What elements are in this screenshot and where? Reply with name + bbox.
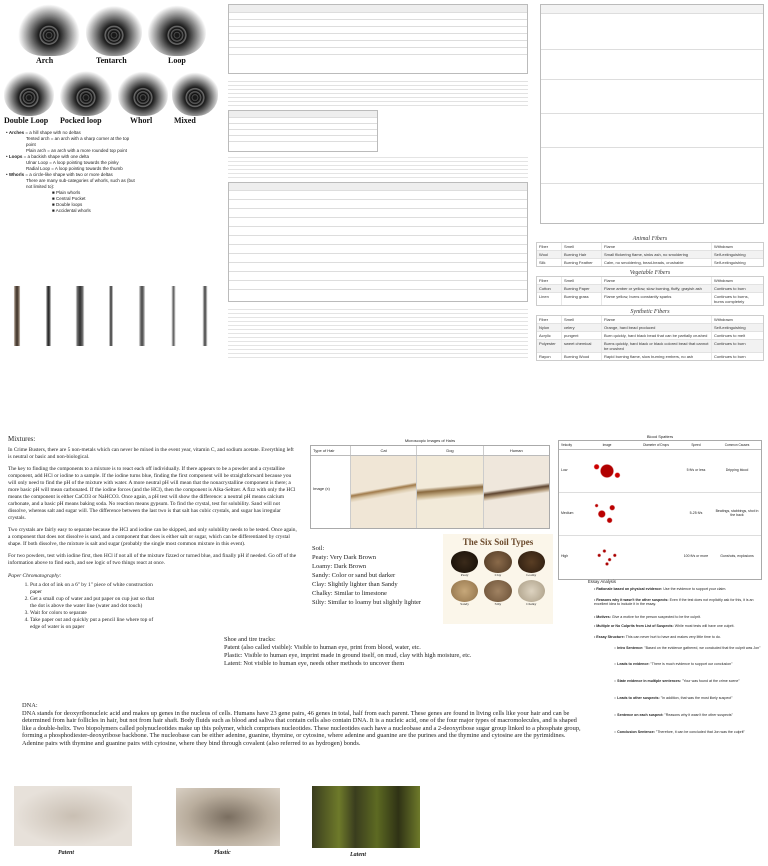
- fiber-table-cell: Withdrawn: [711, 243, 761, 250]
- loop-fingerprint-image: [148, 4, 206, 56]
- fiber-table-cell: Withdrawn: [711, 277, 761, 284]
- human-hair-image: [484, 456, 549, 528]
- blood-header-velocity: Velocity: [561, 443, 572, 447]
- fiber-table-cell: Smell: [561, 316, 601, 323]
- loamy-soil-sample: [518, 551, 545, 573]
- fiber-table-cell: Polyester: [539, 341, 556, 346]
- fiber-table-cell: Rapid burning flame, slow burning embers, no ash: [601, 353, 711, 360]
- fingerprint-label-tentarch: Tentarch: [96, 56, 127, 65]
- dna-paragraph: DNA stands for deoxyribonucleic acid and makes up genes in the nucleus of cells. Humans have 23 gene pairs, 46 genes in total, half from each parent. These genes are found in living cells like your hair and can be determined from hair follicles in hair, but not from hair shaft. Body fluids such as blood and saliva that contain cells also contain DNA. It is a nucleic acid, one of the four major types of macromolecules, and is shaped like a double-helix. Two biopolymers called polynucleotides make up this polymer, which comprises nucleotides. These nucleotides each have a nucleobase and a 2-deoxyribose sugar group linked to a phosphate group, forming a phosphodiester-deoxyribose backbone. The nucleobase can be either adenine, guanine, thymine, or cytosine, where adenine and guanine are the purines and the thymine and cytosine are the pyrimidines. Adenine pairs with thymine and guanine pairs with cytosine, where they bind through covalent (also referred to as hydrogen) bonds.: [22, 709, 581, 747]
- fingerprint-label-arch: Arch: [36, 56, 54, 65]
- shoe-tire-tracks-section: [224, 636, 584, 668]
- fiber-table-cell: Flame: [601, 277, 711, 284]
- cat-hair-image: [351, 456, 417, 528]
- fiber-table-cell: Self-extinguishing: [711, 259, 761, 266]
- whorl-type-double: ■ Double loops: [52, 202, 83, 207]
- mixtures-section: [8, 436, 298, 631]
- blood-row-high-speed: 100 ft/s or more: [683, 554, 709, 558]
- essay-phrase: ○ Sentence on each suspect: "Reasons why it wasn't the other suspects": [614, 712, 733, 717]
- soil-line-sandy: Sandy: Color or sand but darker: [312, 572, 396, 579]
- soil-poster-chalky: Chalky: [526, 602, 537, 606]
- fiber-table-cell: Nylon: [539, 325, 550, 330]
- fiber-tables-panel: [536, 236, 764, 362]
- fiber-table-cell: Calm, no smoldering, bead-beads, crushable: [601, 259, 711, 266]
- mixtures-heading: Mixtures:: [8, 435, 36, 443]
- reference-tables-panel: [228, 4, 534, 360]
- blood-spatter-table: [558, 434, 762, 580]
- mixtures-paragraph-4: For two powders, test with iodine first, then HCl if not all of the mixture fizzed or turned blue, and finally pH if needed. Go off of the information above to find each, and see logic of two things react at once.: [8, 553, 297, 566]
- clay-soil-sample: [484, 551, 511, 573]
- essay-phrase: ○ State evidence in multiple sentences: "Your was found at the crime scene": [614, 679, 740, 684]
- high-velocity-spatter-image: [581, 536, 633, 579]
- caption-patent: Patent: [58, 850, 74, 856]
- double-loop-fingerprint-image: [4, 70, 54, 116]
- bullet-plain-arch: Plain arch = an arch with a more rounded top point: [26, 148, 127, 153]
- patent-print-image: [14, 786, 132, 846]
- blood-header-speed: Speed: [691, 443, 701, 447]
- dog-hair-image: [417, 456, 483, 528]
- hair-header-type: Type of Hair: [311, 446, 351, 455]
- bullet-tented-arch: Tented arch = an arch with a sharp corner at the top point: [26, 136, 130, 147]
- pocked-loop-fingerprint-image: [60, 70, 112, 116]
- fiber-table-cell: Orange, hard bead produced: [601, 324, 711, 331]
- sandy-soil-sample: [451, 580, 478, 602]
- mixtures-paragraph-1: In Crime Busters, there are 5 non-metals which can never be mixed in the event year, vitamin C, and sodium acetate. Everything left is neutral or basic and non-biological.: [8, 447, 294, 460]
- silty-soil-sample: [484, 580, 511, 602]
- bullet-radial-loop: Radial Loop = A loop pointing towards the thumb: [26, 166, 123, 171]
- fiber-table-cell: Flame: [601, 316, 711, 323]
- dna-section: [22, 702, 582, 748]
- fiber-table-cell: Burning Feather: [561, 259, 601, 266]
- fiber-table-row: [537, 277, 763, 284]
- soil-line-peaty: Peaty: Very Dark Brown: [312, 554, 376, 561]
- fiber-table-cell: Burn quickly, hard black bead that can be partially crushed: [601, 332, 711, 339]
- fiber-table-cell: Burning Hair: [561, 251, 601, 258]
- fiber-table-cell: Withdrawn: [711, 316, 761, 323]
- chrom-step: 1. Put a dot of ink on a 6" by 1" piece of white construction paper: [30, 582, 158, 596]
- fiber-table-cell: Burning grass: [561, 293, 601, 305]
- powders-notes: [228, 306, 528, 358]
- hair-header-human: Human: [509, 448, 523, 453]
- animal-fibers-title: Animal Fibers: [632, 236, 668, 242]
- fiber-table-cell: Fiber: [539, 244, 549, 249]
- fiber-table-row: [537, 250, 763, 258]
- fiber-table-cell: Rayon: [539, 354, 551, 359]
- fiber-micrograph-strip: [6, 286, 216, 346]
- fingerprint-label-loop: Loop: [168, 56, 186, 65]
- chrom-step: 2. Get a small cup of water and put paper on cup just so that the dot is above the water line (water and dot touch): [30, 596, 158, 610]
- whorl-fingerprint-image: [118, 70, 168, 116]
- blood-header-causes: Common Causes: [724, 443, 750, 447]
- fiber-table-row: [537, 243, 763, 250]
- essay-item: • Motives: Give a motive for the person suspected to be the culprit.: [594, 615, 701, 620]
- bullet-ulnar-loop: Ulnar Loop = A loop pointing towards the pinky: [26, 160, 119, 165]
- latent-print-image: [312, 786, 420, 848]
- fiber-table-cell: Fiber: [539, 317, 549, 322]
- essay-phrase: ○ Leads to evidence: "There is much evidence to support our conclusion": [614, 662, 733, 667]
- fiber-table-cell: Fiber: [539, 278, 549, 283]
- soil-poster-sandy: Sandy: [460, 602, 470, 606]
- paper-chromatography-steps: [8, 582, 158, 631]
- fingerprint-label-double-loop: Double Loop: [4, 116, 49, 125]
- hair-table-title: Microscopic Images of Hairs: [404, 438, 456, 443]
- fingerprint-label-pocked-loop: Pocked loop: [60, 116, 102, 125]
- fiber-table-row: [537, 339, 763, 352]
- fiber-table-cell: Self-extinguishing: [711, 251, 761, 258]
- whorl-type-plain: ■ Plain whorls: [52, 190, 81, 195]
- whorl-type-accidental: ■ Accidental whorls: [52, 208, 91, 213]
- fiber-table-row: [537, 331, 763, 339]
- blood-row-low-speed: 5 ft/s or less: [686, 468, 706, 472]
- liquids-table: [228, 4, 528, 74]
- fiber-table-cell: Burns quickly, hard black or black colored bead that cannot be crushed: [601, 340, 711, 352]
- powders-table: [228, 182, 528, 302]
- caption-latent: Latent: [350, 852, 366, 858]
- paper-chromatography-title: Paper Chromatography:: [8, 573, 62, 579]
- whorl-type-central: ■ Central Pocket: [52, 196, 86, 201]
- fiber-table-cell: Small flickering flame, sinks ash, no smoldering: [601, 251, 711, 258]
- essay-phrase: ○ Intro Sentence: "Based on the evidence gathered, we concluded that the culprit was Jon": [614, 645, 761, 650]
- fiber-table-cell: Continues to melt: [711, 332, 761, 339]
- chalky-soil-sample: [518, 580, 545, 602]
- fiber-table-cell: Continues to burn: [711, 353, 761, 360]
- vegetable-fibers-title: Vegetable Fibers: [629, 270, 671, 276]
- vegetable-fibers-table: [536, 276, 764, 306]
- essay-item: • Reasons why it wasn't the other suspects: Even if the test does not explicitly ask for this, it is an excellent idea to include it in the essay.: [594, 597, 754, 607]
- blood-row-medium-speed: 5-25 ft/s: [689, 511, 703, 515]
- essay-phrase: ○ Conclusion Sentence: "Therefore, it can be concluded that Jon was the culprit": [614, 729, 745, 734]
- soil-line-chalky: Chalky: Similar to limestone: [312, 590, 387, 597]
- soil-line-loamy: Loamy: Dark Brown: [312, 563, 367, 570]
- tracks-latent: Latent: Not visible to human eye, needs other methods to uncover them: [224, 660, 405, 667]
- fiber-table-cell: Flame yellow, burns constantly sparks: [601, 293, 711, 305]
- liquids-notes: [228, 78, 528, 106]
- mixtures-paragraph-3: Two crystals are fairly easy to separate because the HCl and iodine can be skipped, and only solubility needs to be tested. Once again, a component that does not dissolve is sand, and a component that does is either salt or sugar, which can be differentiated by crystal shape. If both dissolve, the mixture is salt and sugar (probably the single most common mixture in this event).: [8, 527, 297, 547]
- soil-poster-silty: Silty: [494, 602, 502, 606]
- fiber-table-row: [537, 316, 763, 323]
- tracks-heading: Shoe and tire tracks:: [224, 636, 276, 643]
- bullet-loops: • Loops = a backish shape with one delta: [6, 154, 90, 159]
- fingerprint-panel: [0, 0, 220, 360]
- medium-velocity-spatter-image: [581, 493, 633, 535]
- hair-header-cat: Cat: [351, 446, 417, 455]
- plastic-print-image: [176, 788, 280, 846]
- blood-row-low-label: Low: [561, 468, 568, 472]
- fiber-table-cell: Burning Paper: [561, 285, 601, 292]
- blood-row-high-label: High: [561, 554, 569, 558]
- fingerprint-label-mixed: Mixed: [174, 116, 196, 125]
- fiber-table-cell: Wool: [539, 252, 549, 257]
- hair-row-label: Image (x): [311, 456, 351, 528]
- metals-notes: [228, 154, 528, 178]
- blood-table-title: Blood Spatters: [646, 434, 674, 439]
- essay-item: • Rationale based on physical evidence: Use the evidence to support your claim.: [594, 586, 727, 591]
- fingerprint-label-whorl: Whorl: [130, 116, 153, 125]
- caption-plastic: Plastic: [214, 850, 231, 856]
- plastics-table: [540, 4, 764, 224]
- blood-row-medium-cause: Beatings, stabbings, shot in the back: [715, 509, 759, 517]
- fiber-table-cell: Burning Wood: [561, 353, 601, 360]
- fiber-table-cell: Silk: [539, 260, 546, 265]
- essay-title: Essay Analysis: [588, 579, 616, 584]
- fiber-table-cell: Smell: [561, 277, 601, 284]
- synthetic-fibers-title: Synthetic Fibers: [630, 309, 670, 315]
- fiber-table-cell: Continues to burns, burns completely: [711, 293, 761, 305]
- blood-row-high-cause: Gunshots, explosions: [720, 554, 754, 558]
- bullet-arches: • Arches = a hill shape with no deltas: [6, 130, 81, 135]
- blood-row-low-cause: Dripping blood: [725, 468, 749, 472]
- chrom-step: 4. Take paper out and quickly put a pencil line where top of edge of water is on paper: [30, 617, 158, 631]
- essay-item: • Multiple or No Culprits from List of Suspects: While most tests will have one culprit.: [594, 623, 735, 628]
- essay-phrase: ○ Leads to other suspects: "In addition, that was the most likely suspect": [614, 695, 733, 700]
- tentarch-fingerprint-image: [86, 4, 142, 56]
- hair-table: [310, 438, 550, 529]
- tracks-patent: Patent (also called visible): Visible to human eye, print from blood, water, etc.: [224, 644, 421, 651]
- soil-line-clay: Clay: Slightly lighter than Sandy: [312, 581, 398, 588]
- blood-header-diameter: Diameter of Drops: [643, 443, 669, 447]
- hair-header-dog: Dog: [417, 446, 483, 455]
- fingerprint-bullet-list: [6, 130, 138, 214]
- fiber-table-row: [537, 258, 763, 266]
- peaty-soil-sample: [451, 551, 478, 573]
- fiber-table-row: [537, 323, 763, 331]
- fiber-table-row: [537, 352, 763, 360]
- fiber-table-cell: Continues to burn: [711, 285, 761, 292]
- fiber-table-row: [537, 292, 763, 305]
- arch-fingerprint-image: [18, 4, 80, 56]
- dna-heading: DNA:: [22, 702, 38, 709]
- soil-poster-loamy: Loamy: [526, 573, 537, 577]
- bullet-whorl-subtypes: There are many sub-categories of whorls, such as (but not limited to):: [26, 178, 135, 189]
- fiber-table-cell: Linen: [539, 294, 549, 299]
- low-velocity-spatter-image: [581, 450, 633, 492]
- soil-heading: Soil:: [312, 545, 325, 552]
- bullet-whorls: • Whorls = a circle-like shape with two or more deltas: [6, 172, 113, 177]
- blood-row-medium-label: Medium: [561, 511, 574, 515]
- chrom-step: 3. Wait for colors to separate: [30, 610, 158, 617]
- fiber-table-cell: Smell: [561, 243, 601, 250]
- fiber-table-cell: Acrylic: [539, 333, 551, 338]
- fiber-table-cell: Cotton: [539, 286, 551, 291]
- essay-item: • Essay Structure: This can never hurt to have and makes very little time to do.: [594, 634, 721, 639]
- fiber-table-cell: celery: [561, 324, 601, 331]
- tracks-plastic: Plastic: Visible to human eye, imprint made in ground itself, on mud, clay with high moisture, etc.: [224, 652, 472, 659]
- fiber-table-cell: Flame: [601, 243, 711, 250]
- fiber-table-row: [537, 284, 763, 292]
- soil-section: [312, 544, 437, 607]
- fiber-table-cell: pungent: [561, 332, 601, 339]
- mixtures-paragraph-2: The key to finding the components to a mixture is to react each off individually. If there appears to be a powder and a crystalline component, add HCl or iodine to a sample. If the iodine turns blue, finding the first component will be straightforward because you will only need to find the pH of the mixture with water. A more neutral pH will mean that the nonacrystalline component is there; a more basic pH will mean carbonated. If the iodine forces (and the HCl), then the component is Alka-Seltzer. A fizz with only the HCl means the component is either CaCO3 or NaHCO3. Once again, a pH test will show the difference: a neutral pH means calcium carbonate, and a basic pH means baking soda. No reaction means gypsum. To find the crystal, test for solubility. Sand will not dissolve, whereas salt and sugar will. The difference between the last two is that salt has cubic crystals, and sugar has irregular crystals.: [8, 466, 296, 521]
- fiber-table-cell: Continues to burn: [711, 340, 761, 352]
- fiber-table-cell: Self-extinguishing: [711, 324, 761, 331]
- soil-line-silty: Silty: Similar to loamy but slightly lighter: [312, 599, 422, 606]
- soil-poster-peaty: Peaty: [460, 573, 469, 577]
- metals-table: [228, 110, 378, 152]
- six-soil-types-poster: [443, 534, 553, 624]
- essay-analysis-section: [588, 580, 764, 734]
- fiber-table-cell: Flame amber or yellow, slow burning, fluffy, grayish ash: [601, 285, 711, 292]
- animal-fibers-table: [536, 242, 764, 267]
- synthetic-fibers-table: [536, 315, 764, 361]
- soil-poster-title: The Six Soil Types: [462, 537, 534, 547]
- blood-header-image: Image: [602, 443, 612, 447]
- mixed-fingerprint-image: [172, 70, 218, 116]
- fiber-table-cell: sweet chemical: [561, 340, 601, 352]
- soil-poster-clay: Clay: [494, 573, 502, 577]
